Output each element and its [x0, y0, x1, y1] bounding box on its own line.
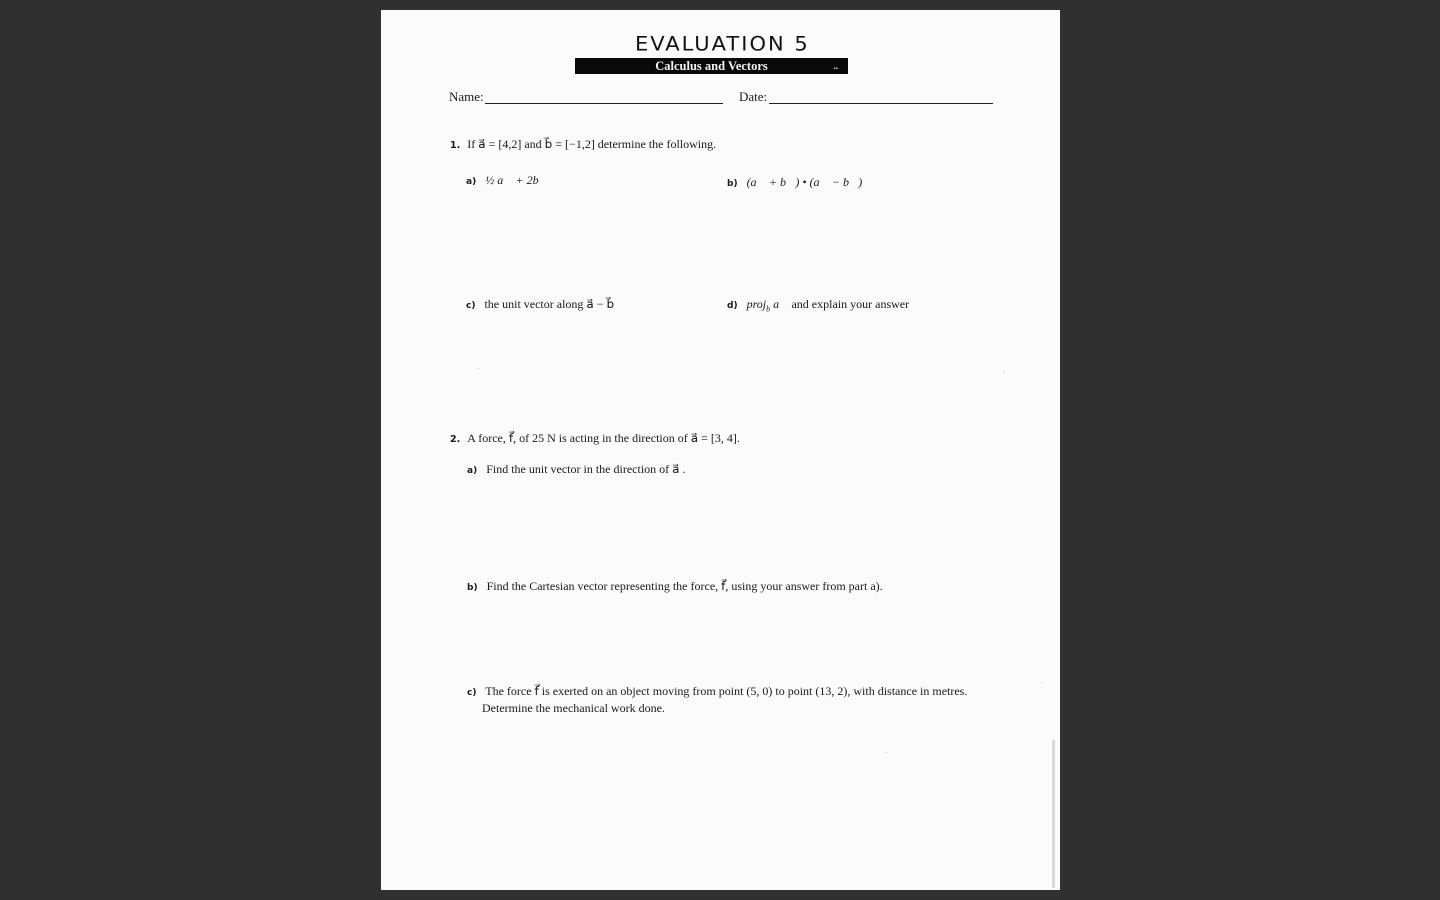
banner-mark: ..: [833, 61, 838, 71]
scan-speck: [1041, 682, 1042, 683]
question-2b-text: Find the Cartesian vector representing the force, f⃗, using your answer from part a).: [486, 579, 883, 593]
subject-banner: [575, 58, 848, 74]
question-1d-vector: a⃗: [770, 297, 789, 311]
date-label: Date:: [739, 89, 768, 104]
worksheet-page: [381, 10, 1060, 890]
page-title: EVALUATION 5: [635, 32, 810, 56]
question-2a-text: Find the unit vector in the direction of a⃗ .: [486, 462, 686, 476]
question-2c-label: c): [467, 688, 477, 698]
date-field-line[interactable]: [769, 103, 993, 104]
question-2c-line2: Determine the mechanical work done.: [482, 701, 665, 715]
question-1-stem: If a⃗ = [4,2] and b⃗ = [−1,2] determine the following.: [467, 137, 717, 151]
scan-speck: [478, 368, 479, 369]
subject-banner-text: Calculus and Vectors: [655, 59, 768, 73]
question-1d-label: d): [727, 301, 738, 311]
question-1a: [466, 173, 548, 188]
question-2a-label: a): [467, 466, 478, 476]
question-1a-label: a): [466, 177, 477, 187]
scrollbar[interactable]: [1052, 740, 1055, 888]
scan-speck: [1003, 371, 1004, 372]
name-field-line[interactable]: [485, 103, 723, 104]
question-1-number: 1.: [450, 140, 461, 151]
question-2b-label: b): [467, 583, 478, 593]
question-1b-text: (a⃗ + b⃗) • (a⃗ − b⃗): [746, 175, 863, 189]
question-1b: [727, 175, 862, 190]
question-1d-proj: proj: [746, 297, 767, 311]
question-2c-continued: [482, 701, 665, 716]
question-1d-subscript: b: [766, 304, 771, 314]
question-1c: [466, 297, 614, 312]
question-2-stem: A force, f⃗, of 25 N is acting in the direction of a⃗ = [3, 4].: [467, 431, 740, 445]
question-2-number: 2.: [450, 434, 461, 445]
question-2a: [467, 462, 686, 477]
question-1c-label: c): [466, 301, 476, 311]
question-1d: [727, 297, 909, 313]
question-2c-line1: The force f⃗ is exerted on an object moving from point (5, 0) to point (13, 2), with distance in metres.: [485, 684, 968, 698]
question-1c-text: the unit vector along a⃗ − b⃗: [484, 297, 615, 311]
question-1b-label: b): [727, 179, 738, 189]
question-2b: [467, 579, 883, 594]
question-2c: [467, 684, 967, 699]
question-1d-text: and explain your answer: [788, 297, 910, 311]
question-1: [450, 137, 716, 152]
name-label: Name:: [449, 89, 484, 104]
question-2: [450, 431, 740, 446]
scan-speck: [886, 752, 887, 753]
question-1a-text: ½ a⃗ + 2b⃗: [485, 173, 548, 187]
